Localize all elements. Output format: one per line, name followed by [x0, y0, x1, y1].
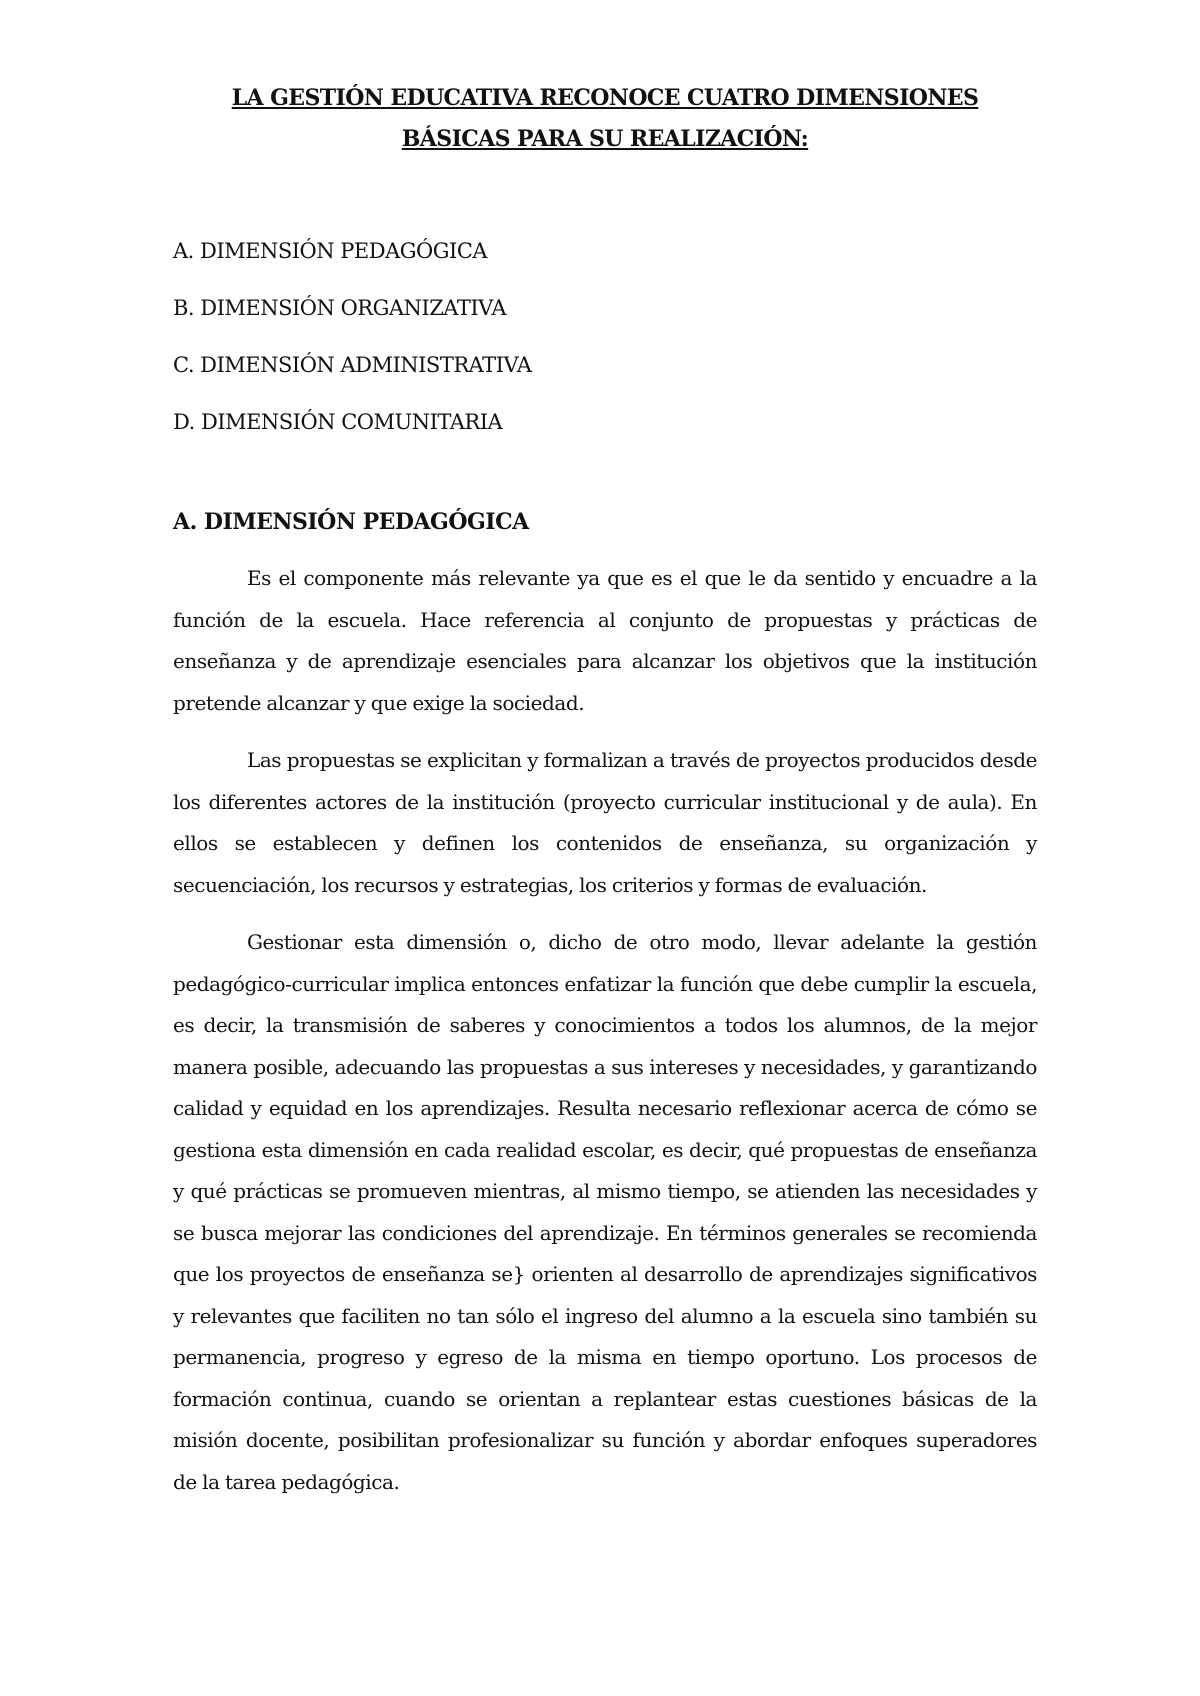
document-title-line-1: LA GESTIÓN EDUCATIVA RECONOCE CUATRO DIMENSIONES — [231, 85, 979, 111]
list-item: D. DIMENSIÓN COMUNITARIA — [173, 410, 503, 434]
document-title — [173, 78, 1037, 160]
list-item: A. DIMENSIÓN PEDAGÓGICA — [173, 239, 488, 263]
list-item: C. DIMENSIÓN ADMINISTRATIVA — [173, 353, 532, 377]
section-body — [173, 558, 1037, 1503]
paragraph: Gestionar esta dimensión o, dicho de otro modo, llevar adelante la gestión pedagógico-curricular implica entonces enfatizar la función que debe cumplir la escuela, es decir, la transmisión de saberes y conocimientos a todos los alumnos, de la mejor manera posible, adecuando las propuestas a sus intereses y necesidades, y garantizando calidad y equidad en los aprendizajes. Resulta necesario reflexionar acerca de cómo se gestiona esta dimensión en cada realidad escolar, es decir, qué propuestas de enseñanza y qué prácticas se promueven mientras, al mismo tiempo, se atienden las necesidades y se busca mejorar las condiciones del aprendizaje. En términos generales se recomienda que los proyectos de enseñanza se} orienten al desarrollo de aprendizajes significativos y relevantes que faciliten no tan sólo el ingreso del alumno a la escuela sino también su permanencia, progreso y egreso de la misma en tiempo oportuno. Los procesos de formación continua, cuando se orientan a replantear estas cuestiones básicas de la misión docente, posibilitan profesionalizar su función y abordar enfoques superadores de la tarea pedagógica. — [173, 930, 1037, 1494]
paragraph: Las propuestas se explicitan y formalizan a través de proyectos producidos desde los diferentes actores de la institución (proyecto curricular institucional y de aula). En ellos se establecen y definen los contenidos de enseñanza, su organización y secuenciación, los recursos y estrategias, los criterios y formas de evaluación. — [173, 748, 1037, 897]
section-heading: A. DIMENSIÓN PEDAGÓGICA — [173, 509, 529, 535]
paragraph: Es el componente más relevante ya que es el que le da sentido y encuadre a la función de la escuela. Hace referencia al conjunto de propuestas y prácticas de enseñanza y de aprendizaje esenciales para alcanzar los objetivos que la institución pretende alcanzar y que exige la sociedad. — [173, 566, 1037, 715]
document-page — [173, 78, 1037, 1503]
dimensions-list — [173, 237, 1037, 436]
document-title-line-2: BÁSICAS PARA SU REALIZACIÓN: — [401, 126, 809, 152]
list-item: B. DIMENSIÓN ORGANIZATIVA — [173, 296, 507, 320]
